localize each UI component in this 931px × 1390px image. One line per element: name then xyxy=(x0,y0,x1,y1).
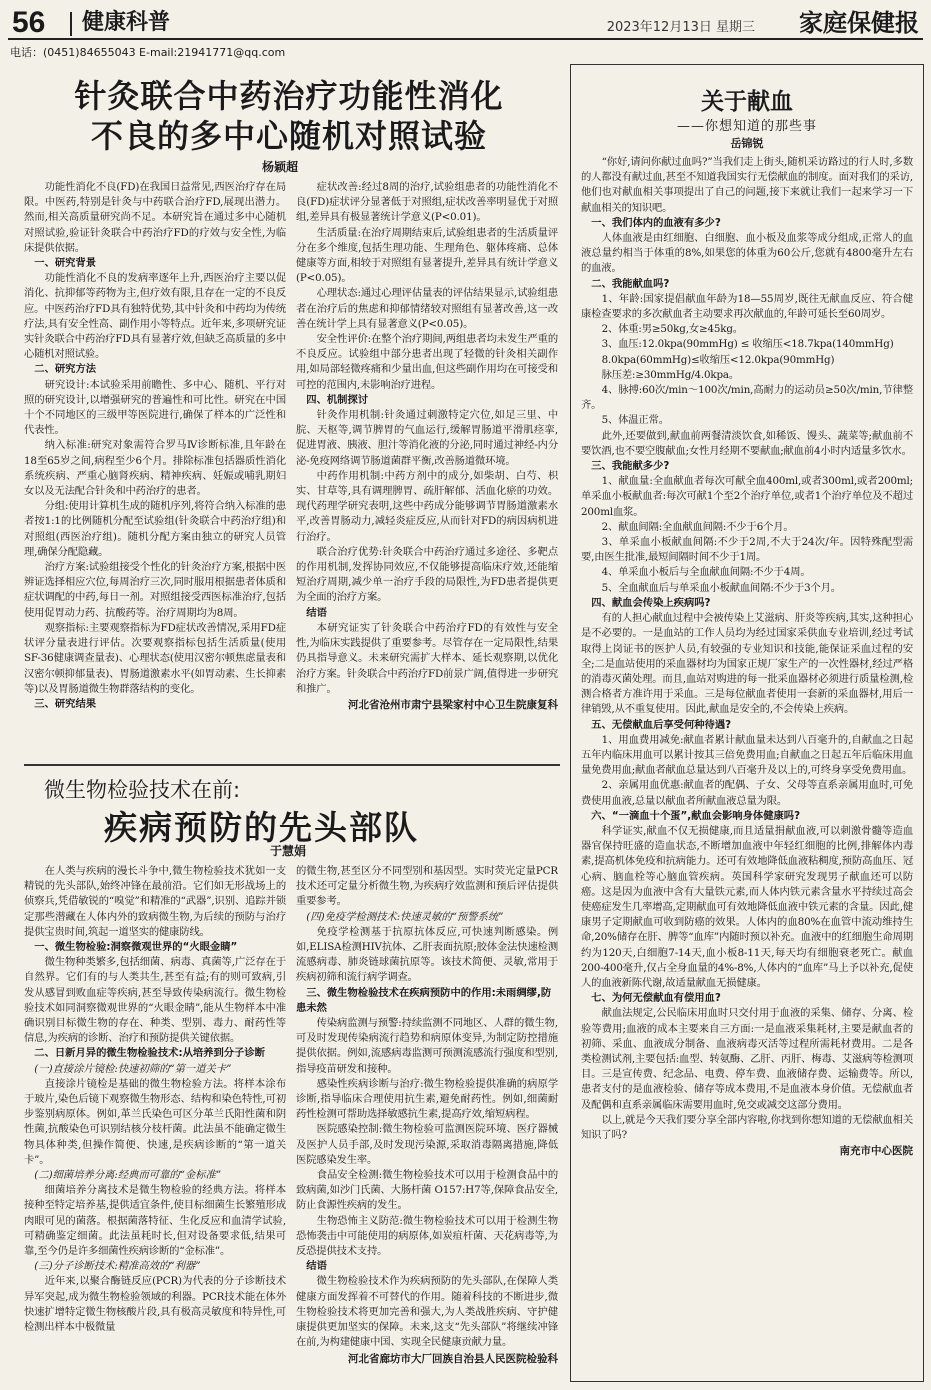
paragraph: 食品安全检测:微生物检验技术可以用于检测食品中的致病菌,如沙门氏菌、大肠杆菌 O157:H7等,保障食品安全,防止食源性疾病的发生。 xyxy=(296,1169,558,1212)
paragraph: 5、体温正常。 xyxy=(601,414,669,427)
section-heading: 三、微生物检验技术在疾病预防中的作用:未雨绸缪,防患未然 xyxy=(296,986,552,1014)
paragraph: 传染病监测与预警:持续监测不同地区、人群的微生物,可及时发现传染病流行趋势和病原体变异,为制定防控措施提供依据。例如,流感病毒监测可预测流感流行强度和型别,指导疫苗研发和接种。 xyxy=(296,1017,558,1075)
paragraph: 微生物种类繁多,包括细菌、病毒、真菌等,广泛存在于自然界。它们有的与人类共生,甚至有益;有的则可致病,引发从感冒到败血症等疾病,甚至导致传染病流行。微生物检验技术如同洞察微观世界的“火眼金睛”,能从生物样本中准确识别目标微生物的存在、种类、型别、毒力、耐药性等信息,为疾病的诊断、治疗和预防提供关键依据。 xyxy=(24,956,286,1045)
paragraph: 以上,就是今天我们要分享全部内容啦,你找到你想知道的无偿献血相关知识了吗? xyxy=(581,1113,913,1141)
paragraph: 脉压差:≥30mmHg/4.0kpa。 xyxy=(601,368,740,381)
article2-column-1 xyxy=(24,864,286,1380)
section-heading: 二、我能献血吗? xyxy=(591,277,670,290)
paragraph: 8.0kpa(60mmHg)≤收缩压<12.0kpa(90mmHg) xyxy=(601,353,835,366)
section-heading: 三、研究结果 xyxy=(34,697,97,710)
paragraph: 此外,还要做到,献血前两餐清淡饮食,如稀饭、馒头、蔬菜等;献血前不要饮酒,也不要空腹献血;女性月经期不要献血;献血前4小时内适量多饮水。 xyxy=(581,429,913,457)
affiliation: 河北省廊坊市大厂回族自治县人民医院检验科 xyxy=(348,1352,558,1365)
paragraph: 微生物检验技术作为疾病预防的先头部队,在保障人类健康方面发挥着不可替代的作用。随着科技的不断进步,微生物检验技术将更加完善和强大,为人类战胜疾病、守护健康提供更加坚实的保障。未来,这支“先头部队”将继续冲锋在前,为构建健康中国、实现全民健康贡献力量。 xyxy=(296,1275,558,1349)
subsection-heading: (一)直接涂片镜检:快速初筛的“第一道关卡” xyxy=(34,1062,232,1075)
paragraph: 联合治疗优势:针灸联合中药治疗通过多途径、多靶点的作用机制,发挥协同效应,不仅能够提高临床疗效,还能缩短治疗周期,减少单一治疗手段的局限性,为FD患者提供更为全面的治疗方案。 xyxy=(296,545,558,604)
paragraph: 本研究证实了针灸联合中药治疗FD的有效性与安全性,为临床实践提供了重要参考。尽管存在一定局限性,结果仍具指导意义。未来研究需扩大样本、延长观察期,以优化治疗方案。针灸联合中药治疗FD前景广阔,值得进一步研究和推广。 xyxy=(296,621,558,695)
paragraph: “你好,请问你献过血吗?”当我们走上街头,随机采访路过的行人时,多数的人都没有献过血,甚至不知道我国实行无偿献血的制度。面对我们的采访,他们也对献血相关事项提出了自己的问题,接下来就让我们一起来学习一下献血相关的知识吧。 xyxy=(581,156,913,214)
paragraph: 人体血液是由红细胞、白细胞、血小板及血浆等成分组成,正常人的血液总量约相当于体重的8%,如果您的体重为60公斤,您就有4800毫升左右的血液。 xyxy=(581,232,913,275)
paragraph: 2、亲属用血优惠:献血者的配偶、子女、父母等直系亲属用血时,可免费使用血液,总量以献血者所献血液总量为限。 xyxy=(581,779,913,807)
paragraph: 4、单采血小板后与全血献血间隔:不少于4周。 xyxy=(601,566,811,579)
paragraph: 科学证实,献血不仅无损健康,而且适量捐献血液,可以刺激骨髓等造血器官保持旺盛的造血状态,不断增加血液中年轻红细胞的比例,排解体内毒素,提高机体免疫和抗病能力。还可有效地降低血液粘稠度,预防高血压、冠心病、脑血栓等心脑血管疾病。英国科学家研究发现男子献血还可以防癌。这是因为血液中含有大量铁元素,而人体内铁元素含量水平持续过高会使癌症发生几率增高,定期献血可有效地降低血液中铁元素的含量。因此,健康男子定期献血可收到防癌的效果。人体内的血80%在血管中流动维持生命,20%储存在肝、脾等“血库”内随时预以补充。血液中的红细胞生命周期约为120天,白细胞7-14天,血小板8-11天,每天均有细胞衰老死亡。献血200-400毫升,仅占全身血量的4%-8%,人体内的“血库”马上予以补充,促使人的血液新陈代谢,故适量献血无损健康。 xyxy=(581,824,913,989)
paragraph: 献血法规定,公民临床用血时只交付用于血液的采集、储存、分离、检验等费用;血液的成本主要来自三方面:一是血液采集耗材,主要是献血者的初筛、采血、血液成分制备、血液病毒灭活等过程所需耗材费用。二是各类检测试剂,主要包括:血型、转氨酶、乙肝、丙肝、梅毒、艾滋病等检测项目。三是宣传费、纪念品、电费、停车费、血液储存费、运输费等。所以,患者支付的是血液检验、储存等成本费用,不是血液本身价值。无偿献血者及配偶和直系亲属临床需要用血时,免交或减交这部分费用。 xyxy=(581,1007,913,1111)
paragraph: 观察指标:主要观察指标为FD症状改善情况,采用FD症状评分量表进行评估。次要观察指标包括生活质量(使用SF-36健康调查量表)、心理状态(使用汉密尔顿焦虑量表和汉密尔顿抑郁量表)、胃肠道激素水平(如胃动素、生长抑素等)以及胃肠道微生物群落结构的变化。 xyxy=(24,621,286,695)
section-heading: 五、无偿献血后享受何种待遇? xyxy=(591,718,732,731)
section-heading: 结语 xyxy=(306,1260,327,1273)
paragraph: 1、献血量:全血献血者每次可献全血400ml,或者300ml,或者200ml;单采血小板献血者:每次可献1个至2个治疗单位,或者1个治疗单位及不超过200ml血浆。 xyxy=(581,475,913,518)
paragraph: 功能性消化不良(FD)在我国日益常见,西医治疗存在局限。中医药,特别是针灸与中药联合治疗FD,展现出潜力。然而,相关高质量研究尚不足。本研究旨在通过多中心随机对照试验,验证针灸联合中药治疗FD的疗效与安全性,为临床提供依据。 xyxy=(24,181,286,254)
section-heading: 四、献血会传染上疾病吗? xyxy=(591,596,711,609)
paragraph: 1、年龄:国家提倡献血年龄为18—55周岁,既往无献血反应、符合健康检查要求的多次献血者主动要求再次献血的,年龄可延长至60周岁。 xyxy=(581,292,913,321)
paragraph: 近年来,以聚合酶链反应(PCR)为代表的分子诊断技术异军突起,成为微生物检验领域的利器。PCR技术能在体外快速扩增特定微生物核酸片段,具有极高灵敏度和特异性,可检测出样本中极微量 xyxy=(24,1275,286,1334)
paragraph: 免疫学检测基于抗原抗体反应,可快速判断感染。例如,ELISA检测HIV抗体、乙肝表面抗原;胶体金法快速检测流感病毒、肺炎链球菌抗原等。该技术简便、灵敏,常用于疾病初筛和流行病学调查。 xyxy=(296,925,558,984)
paragraph: 细菌培养分离技术是微生物检验的经典方法。将样本接种至特定培养基,提供适宜条件,使目标细菌生长繁殖形成肉眼可见的菌落。根据菌落特征、生化反应和血清学试验,可精确鉴定细菌。此法虽耗时长,但对设备要求低,结果可靠,至今仍是许多细菌性疾病诊断的“金标准”。 xyxy=(24,1184,286,1258)
page-number: 56 xyxy=(12,6,46,39)
paragraph: 2、献血间隔:全血献血间隔:不少于6个月。 xyxy=(601,520,794,533)
article2-title: 疾病预防的先头部队 xyxy=(104,808,419,847)
section-heading: 二、研究方法 xyxy=(34,363,97,376)
paragraph: 的微生物,甚至区分不同型别和基因型。实时荧光定量PCR技术还可定量分析微生物,为疾病疗效监测和预后评估提供重要参考。 xyxy=(296,865,558,908)
article2-kicker: 微生物检验技术在前: xyxy=(44,778,241,802)
article1-title xyxy=(24,76,554,156)
subsection-heading: (四)免疫学检测技术:快速灵敏的“预警系统” xyxy=(306,910,504,923)
paragraph: 有的人担心献血过程中会被传染上艾滋病、肝炎等疾病,其实,这种担心是不必要的。一是血站的工作人员均为经过国家采供血专业培训,经过考试取得上岗证书的医护人员,有较强的专业知识和技能,能保证采血过程的安全;二是血站使用的采血器材均为国家正规厂家生产的一次性器材,经过严格的消毒灭菌处理。而且,血站对购进的每一批采血器材必须进行质量检测,检测合格者方准许用于采血。三是每位献血者使用一套新的采血器材,用后一律销毁,从不重复使用。因此,献血是安全的,不会传染上疾病。 xyxy=(581,612,913,716)
paragraph: 2、体重:男≥50kg,女≥45kg。 xyxy=(601,323,743,336)
contact-info: 电话：(0451)84655043 E-mail:21941771@qq.com xyxy=(10,46,286,59)
paragraph: 功能性消化不良的发病率逐年上升,西医治疗主要以促消化、抗抑郁等药物为主,但疗效有限,且存在一定的不良反应。中医药治疗FD具有独特优势,其中针灸和中药均为传统疗法,具有安全性高、副作用小等特点。近年来,多项研究证实针灸联合中药治疗FD具有显著疗效,但缺乏高质量的多中心随机对照试验。 xyxy=(24,272,286,361)
section-heading: 二、日新月异的微生物检验技术:从培养到分子诊断 xyxy=(34,1047,265,1060)
paragraph: 治疗方案:试验组接受个性化的针灸治疗方案,根据中医辨证选择相应穴位,每周治疗三次,同时服用根据患者体质和症状调配的中药,每日一剂。对照组接受西医标准治疗,包括使用促胃动力药、抗酸药等。治疗周期均为8周。 xyxy=(24,561,286,619)
section-title: 健康科普 xyxy=(82,10,171,35)
paragraph: 感染性疾病诊断与治疗:微生物检验提供准确的病原学诊断,指导临床合理使用抗生素,避免耐药性。例如,细菌耐药性检测可帮助选择敏感抗生素,提高疗效,缩短病程。 xyxy=(296,1077,558,1121)
section-heading: 一、微生物检验:洞察微观世界的“火眼金睛” xyxy=(34,941,238,954)
section-heading: 一、我们体内的血液有多少? xyxy=(591,216,721,229)
article1-title-line2: 不良的多中心随机对照试验 xyxy=(90,117,487,155)
paragraph: 症状改善:经过8周的治疗,试验组患者的功能性消化不良(FD)症状评分显著低于对照组,症状改善率明显优于对照组,差异具有极显著统计学意义(P<0.01)。 xyxy=(296,181,558,224)
article-divider xyxy=(24,764,560,766)
newspaper-name: 家庭保健报 xyxy=(799,9,919,37)
paragraph: 研究设计:本试验采用前瞻性、多中心、随机、平行对照的研究设计,以增强研究的普遍性和可比性。研究在中国十个不同地区的三级甲等医院进行,确保了样本的广泛性和代表性。 xyxy=(24,378,286,437)
paragraph: 5、全血献血后与单采血小板献血间隔:不少于3个月。 xyxy=(601,581,841,594)
paragraph: 生活质量:在治疗周期结束后,试验组患者的生活质量评分在多个维度,包括生理功能、生理角色、躯体疼痛、总体健康等方面,相较于对照组有显著提升,差异具有统计学意义(P<0.05)。 xyxy=(296,226,558,285)
sidebar-subtitle: ——你想知道的那些事 xyxy=(676,119,817,134)
article1-author: 杨颖超 xyxy=(262,160,299,174)
affiliation: 河北省沧州市肃宁县梁家村中心卫生院康复科 xyxy=(348,698,558,711)
masthead-divider xyxy=(70,12,72,36)
paragraph: 3、单采血小板献血间隔:不少于2周,不大于24次/年。因特殊配型需要,由医生批准,最短间隔时间不少于1周。 xyxy=(581,536,913,564)
paragraph: 医院感染控制:微生物检验可监测医院环境、医疗器械及医护人员手部,及时发现污染源,采取消毒隔离措施,降低医院感染发生率。 xyxy=(296,1123,558,1166)
article1-column-2 xyxy=(296,180,558,760)
sidebar-title: 关于献血 xyxy=(701,89,793,115)
section-heading: 六、“一滴血十个蛋”,献血会影响身体健康吗? xyxy=(591,809,801,822)
sidebar-author: 岳锦锐 xyxy=(730,137,764,150)
section-heading: 三、我能献多少? xyxy=(591,460,670,473)
subsection-heading: (三)分子诊断技术:精准高效的“利器” xyxy=(34,1260,201,1273)
section-heading: 四、机制探讨 xyxy=(306,393,369,406)
paragraph: 3、血压:12.0kpa(90mmHg) ≤ 收缩压<18.7kpa(140mmHg) xyxy=(601,338,894,351)
paragraph: 针灸作用机制:针灸通过刺激特定穴位,如足三里、中脘、天枢等,调节脾胃的气血运行,缓解胃肠道平滑肌痉挛,促进胃液、胰液、胆汁等消化液的分泌,同时通过神经-内分泌-免疫网络调节肠道菌群平衡,改善肠道微环境。 xyxy=(296,409,558,467)
masthead xyxy=(8,6,923,40)
section-heading: 七、为何无偿献血有偿用血? xyxy=(591,992,721,1005)
sidebar-body xyxy=(581,155,913,1377)
paragraph: 在人类与疾病的漫长斗争中,微生物检验技术犹如一支精锐的先头部队,始终冲锋在最前沿。它们如无形战场上的侦察兵,凭借敏锐的“嗅觉”和精准的“武器”,识别、追踪并锁定那些潜藏在人体内外的致病微生物,为后续的预防与治疗提供宝贵时间,筑起一道坚实的健康防线。 xyxy=(24,865,286,938)
paragraph: 1、用血费用减免:献血者累计献血量未达到八百毫升的,自献血之日起五年内临床用血可以累计按其三倍免费用血;自献血之日起五年后临床用血量免费用血;献血者献血总量达到八百毫升及以上的,可终身享受免费用血。 xyxy=(581,733,913,777)
blood-donation-sidebar xyxy=(570,64,924,1382)
section-heading: 一、研究背景 xyxy=(34,257,97,270)
subsection-heading: (二)细菌培养分离:经典而可靠的“金标准” xyxy=(34,1169,222,1182)
paragraph: 直接涂片镜检是基础的微生物检验方法。将样本涂布于玻片,染色后镜下观察微生物形态、结构和染色特性,可初步鉴别病原体。例如,革兰氏染色可区分革兰氏阳性菌和阴性菌,抗酸染色可识别结核分枝杆菌。此法虽不能确定微生物具体种类,但操作简便、快速,是疾病诊断的“第一道关卡”。 xyxy=(24,1077,286,1166)
paragraph: 4、脉搏:60次/min～100次/min,高耐力的运动员≥50次/min,节律整齐。 xyxy=(581,384,913,412)
paragraph: 中药作用机制:中药方剂中的成分,如柴胡、白芍、枳实、甘草等,具有调理脾胃、疏肝解郁、活血化瘀的功效。现代药理学研究表明,这些中药成分能够调节胃肠道激素水平,改善胃肠动力,减轻炎症反应,从而针对FD的病因病机进行治疗。 xyxy=(296,469,558,543)
paragraph: 纳入标准:研究对象需符合罗马Ⅳ诊断标准,且年龄在18至65岁之间,病程至少6个月。排除标准包括器质性消化系统疾病、严重心脑肾疾病、精神疾病、妊娠或哺乳期妇女以及无法配合针灸和中药治疗的患者。 xyxy=(24,439,286,498)
paragraph: 生物恐怖主义防范:微生物检验技术可以用于检测生物恐怖袭击中可能使用的病原体,如炭疽杆菌、天花病毒等,为反恐提供技术支持。 xyxy=(296,1214,558,1258)
paragraph: 安全性评价:在整个治疗期间,两组患者均未发生严重的不良反应。试验组中部分患者出现了轻微的针灸相关副作用,如局部轻微疼痛和少量出血,但这些副作用均在可接受和可控的范围内,未影响治疗进程。 xyxy=(296,333,558,391)
issue-date: 2023年12月13日 星期三 xyxy=(606,20,755,35)
affiliation: 南充市中心医院 xyxy=(839,1145,913,1158)
article2-column-2 xyxy=(296,864,558,1380)
paragraph: 分组:使用计算机生成的随机序列,将符合纳入标准的患者按1:1的比例随机分配至试验组(针灸联合中药治疗组)和对照组(西医治疗组)。随机分配方案由独立的研究人员管理,确保分配隐藏。 xyxy=(24,500,286,558)
article1-column-1 xyxy=(24,180,286,760)
article2-author: 于慧娟 xyxy=(270,844,307,858)
section-heading: 结语 xyxy=(306,606,327,619)
article1-title-line1: 针灸联合中药治疗功能性消化 xyxy=(74,77,504,115)
paragraph: 心理状态:通过心理评估量表的评估结果显示,试验组患者在治疗后的焦虑和抑郁情绪较对照组有显著改善,这一改善在统计学上具有显著意义(P<0.05)。 xyxy=(296,287,558,330)
